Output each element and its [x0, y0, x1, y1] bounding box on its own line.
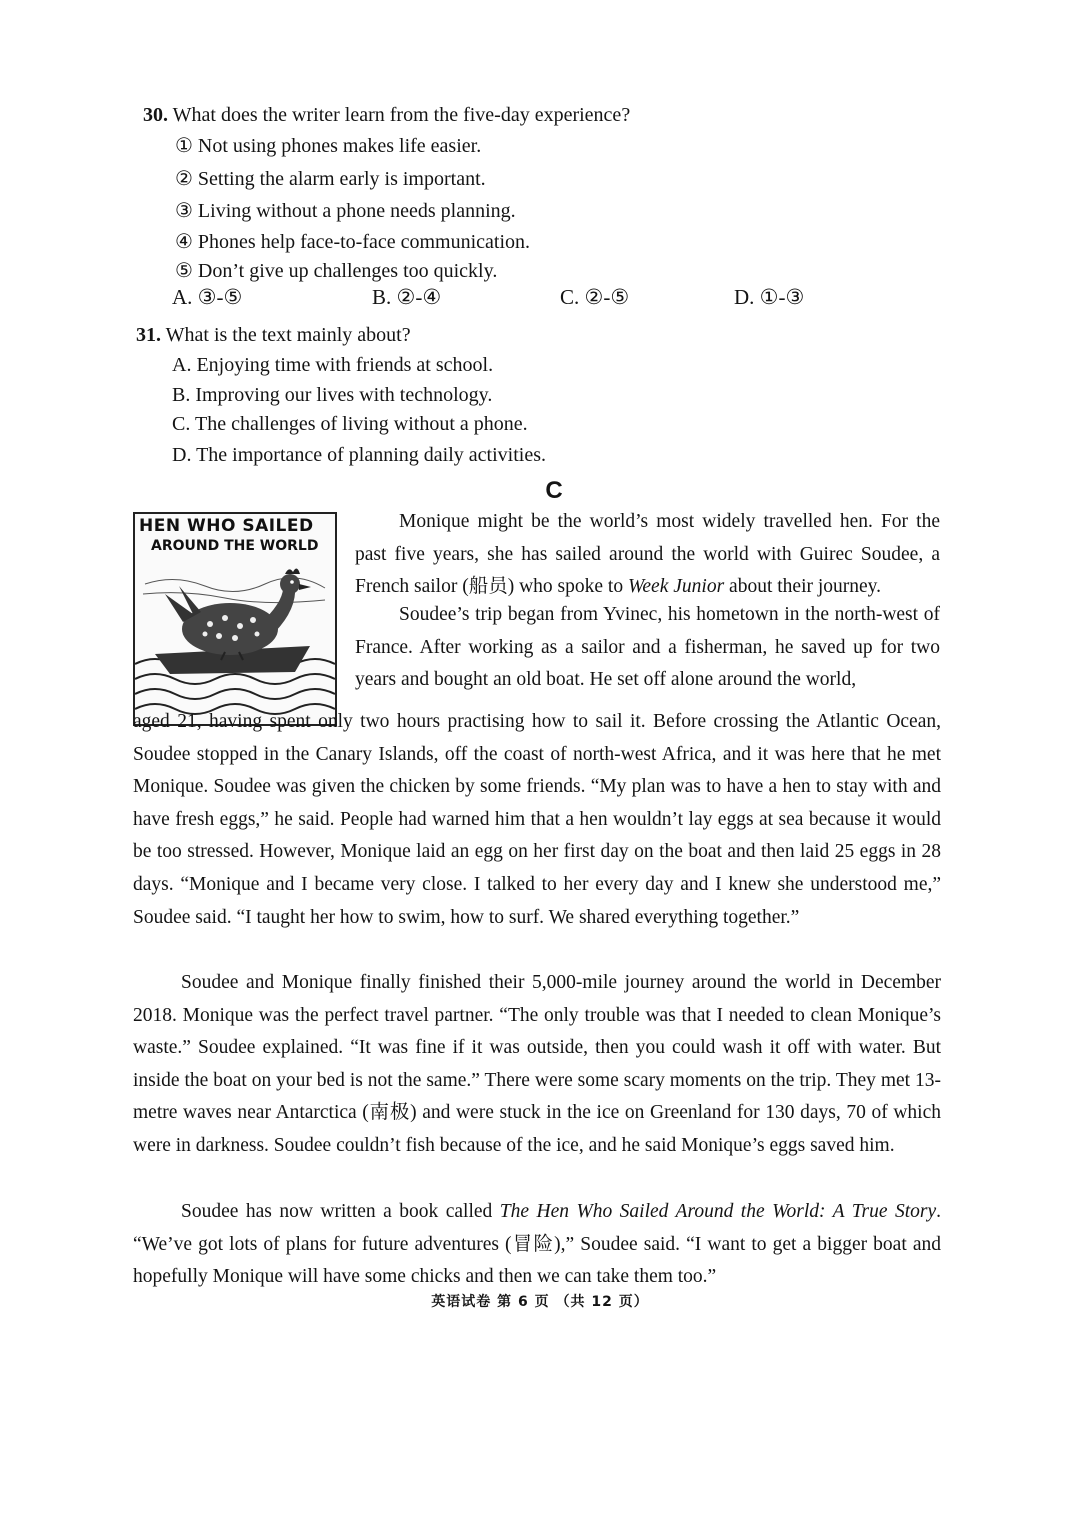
option-b[interactable]: B. Improving our lives with technology. [172, 384, 493, 406]
cover-title-line-2: AROUND THE WORLD [151, 538, 319, 554]
page-footer: 英语试卷 第 6 页 （共 12 页） [431, 1294, 649, 1310]
option-a[interactable]: A. ③-⑤ [172, 285, 243, 309]
option-d[interactable]: D. ①-③ [734, 285, 805, 309]
passage-paragraph-1 [355, 506, 940, 604]
option-a[interactable]: A. Enjoying time with friends at school. [172, 354, 494, 376]
section-heading: C [545, 477, 563, 504]
statement-5: ⑤ Don’t give up challenges too quickly. [175, 260, 498, 282]
option-b[interactable]: B. ②-④ [372, 285, 442, 309]
option-d[interactable]: D. The importance of planning daily activities. [172, 444, 546, 466]
question-30 [143, 100, 630, 130]
passage-paragraph-2-continued: aged 21, having spent only two hours practising how to sail it. Before crossing the Atlantic Ocean, Soudee stopped in the Canary Islands, off the coast of north-west Africa, and it was here that he met Monique. Soudee was given the chicken by some friends. “My plan was to have a hen to stay with and have fresh eggs,” he said. People had warned him that a hen wouldn’t lay eggs at sea because it would be too stressed. However, Monique laid an egg on her first day on the boat and then laid 25 eggs in 28 days. “Monique and I became very close. I talked to her every day and I knew she understood me,” Soudee said. “I taught her how to swim, how to surf. We shared everything together.” [133, 711, 941, 928]
statement-1: ① Not using phones makes life easier. [175, 135, 482, 157]
statement-2: ② Setting the alarm early is important. [175, 168, 486, 190]
question-31 [136, 320, 411, 350]
option-c[interactable]: C. ②-⑤ [560, 285, 630, 309]
question-text: What does the writer learn from the five-day experience? [172, 104, 631, 126]
paragraph-text: . “We’ve got lots of plans for future adventures (冒险),” Soudee said. “I want to get a bigger boat and hopefully Monique will have some chicks and then we can take them too.” [133, 1201, 941, 1288]
book-cover-image [133, 512, 337, 726]
statement-3: ③ Living without a phone needs planning. [175, 200, 516, 222]
statement-4: ④ Phones help face-to-face communication. [175, 231, 531, 253]
paragraph-text: Monique might be the world’s most widely travelled hen. For the past five years, she has sailed around the world with Guirec Soudee, a French sailor (船员) who spoke to [355, 511, 940, 598]
passage-paragraph-3: Soudee and Monique finally finished their 5,000-mile journey around the world in December 2018. Monique was the perfect travel partner. “The only trouble was that I needed to clean Monique’s waste.” Soudee explained. “It was fine if it was outside, then you could wash it off with water. But inside the boat on your bed is not the same.” There were some scary moments on the trip. They met 13-metre waves near Antarctica (南极) and were stuck in the ice on Greenland for 130 days, 70 of which were in darkness. Soudee couldn’t fish because of the ice, and he said Monique’s eggs saved him. [133, 972, 941, 1156]
question-number: 31. [136, 324, 161, 346]
answer-options-30 [172, 285, 872, 315]
passage-paragraph-4 [133, 1196, 941, 1294]
question-number: 30. [143, 104, 168, 126]
paragraph-text: about their journey. [724, 576, 882, 598]
paragraph-text: Soudee has now written a book called [181, 1201, 500, 1222]
passage-paragraph-2: Soudee’s trip began from Yvinec, his hometown in the north-west of France. After working as a sailor and a fisherman, he saved up for two years and bought an old boat. He set off alone around the world, [355, 604, 940, 691]
magazine-title: Week Junior [627, 576, 725, 598]
book-title: The Hen Who Sailed Around the World: A True Story [499, 1201, 937, 1222]
question-text: What is the text mainly about? [165, 324, 411, 346]
option-c[interactable]: C. The challenges of living without a phone. [172, 413, 528, 435]
cover-title-line-1: HEN WHO SAILED [139, 516, 314, 536]
